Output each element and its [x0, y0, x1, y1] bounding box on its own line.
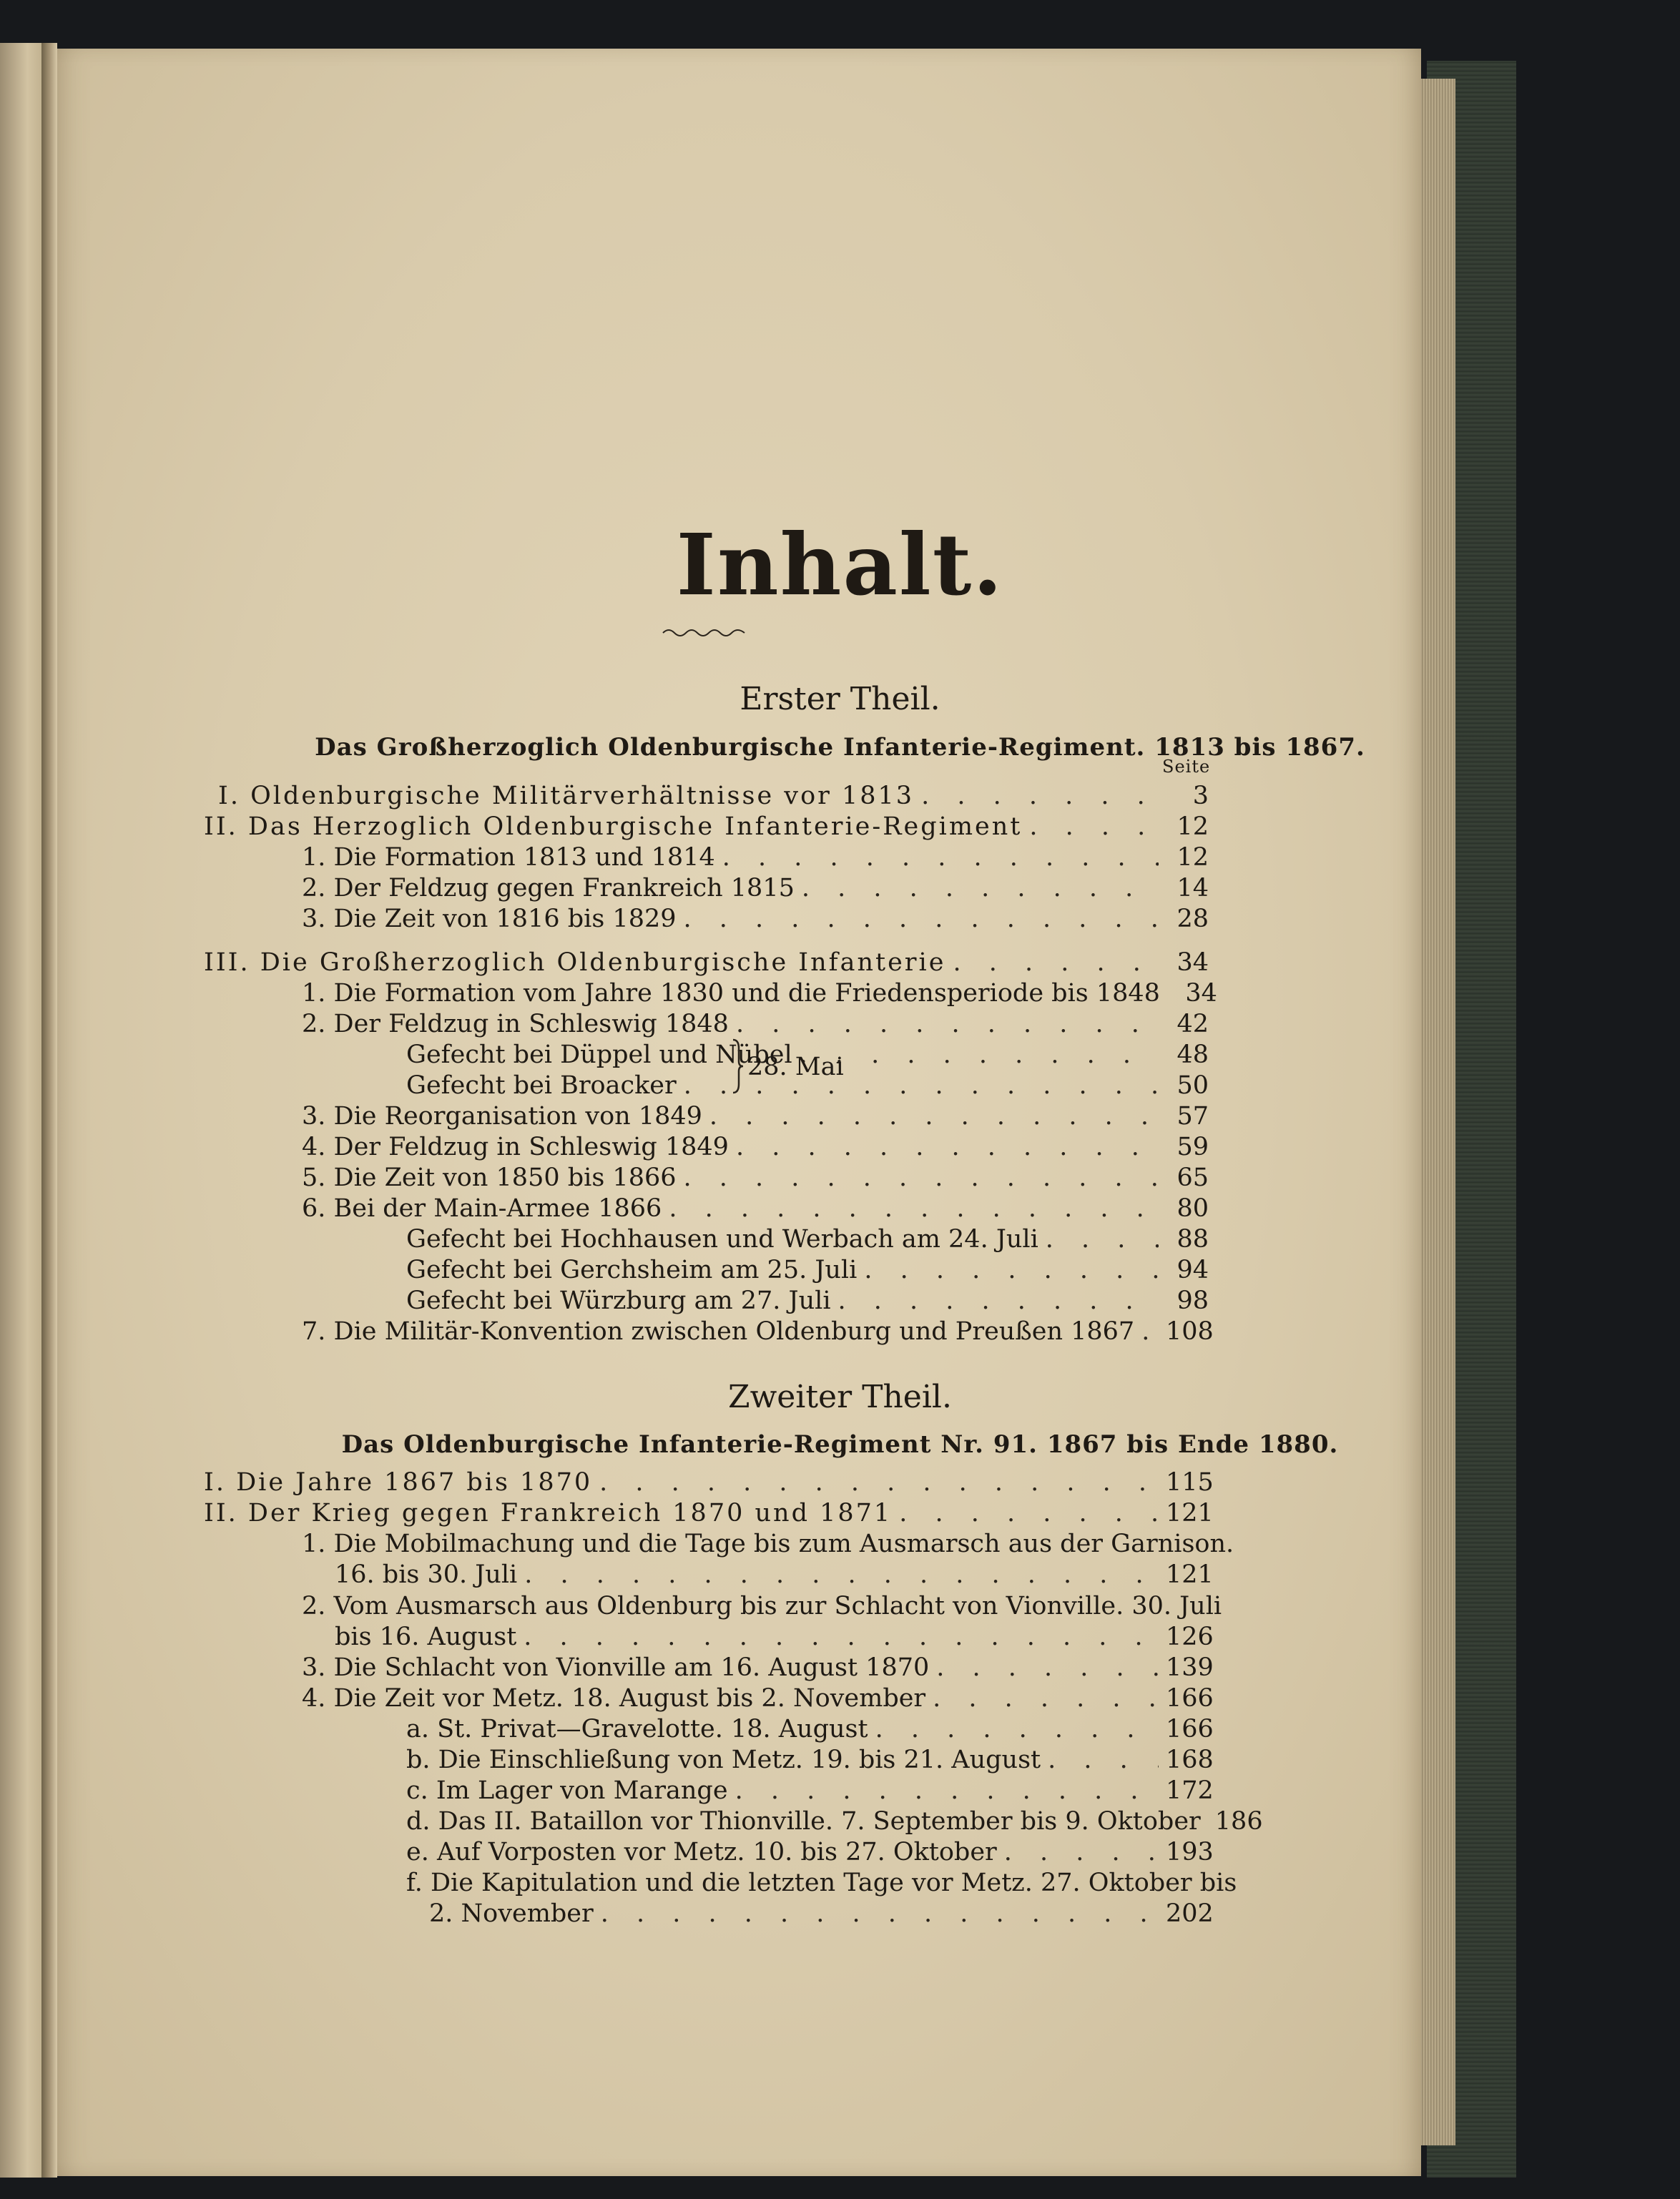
toc-entry-label: Gefecht bei Broacker: [406, 1071, 677, 1100]
toc-page-number: 193: [1166, 1838, 1214, 1866]
toc-entry-label: b. Die Einschließung von Metz. 19. bis 21. August: [406, 1746, 1041, 1774]
toc-entry-label: 4. Die Zeit vor Metz. 18. August bis 2. November: [302, 1684, 926, 1713]
toc-page-number: 57: [1177, 1102, 1209, 1131]
toc-page-number: 186: [1214, 1807, 1263, 1836]
toc-page-number: 80: [1177, 1194, 1209, 1223]
part1-heading: Erster Theil.: [740, 681, 940, 717]
toc-page-number: 3: [1192, 782, 1209, 810]
toc-page-number: 121: [1166, 1560, 1214, 1589]
brace-icon: [732, 1038, 745, 1094]
toc-entry-label: 2. Vom Ausmarsch aus Oldenburg bis zur Schlacht von Vionville. 30. Juli: [302, 1592, 1222, 1620]
toc-entry-label: Gefecht bei Hochhausen und Werbach am 24. Juli: [406, 1225, 1038, 1254]
toc-entry-label: d. Das II. Bataillon vor Thionville. 7. September bis 9. Oktober: [406, 1807, 1201, 1836]
book-gutter: [41, 43, 57, 2178]
toc-page-number: 50: [1177, 1071, 1209, 1100]
toc-entry-label: c. Im Lager von Marange: [406, 1776, 728, 1805]
right-page: [51, 49, 1421, 2176]
toc-page-number: 88: [1177, 1225, 1209, 1254]
toc-entry-label: 3. Die Zeit von 1816 bis 1829: [302, 905, 677, 933]
toc-page-number: 12: [1177, 843, 1209, 872]
toc-entry-label: Gefecht bei Düppel und Nübel: [406, 1041, 792, 1069]
toc-page-number: 12: [1177, 812, 1209, 841]
toc-entry-label: 2. November: [429, 1899, 594, 1928]
toc-entry-label: 1. Die Formation vom Jahre 1830 und die Friedensperiode bis 1848: [302, 979, 1160, 1008]
toc-entry-label: Gefecht bei Gerchsheim am 25. Juli: [406, 1256, 858, 1284]
toc-page-number: 166: [1166, 1715, 1214, 1743]
toc-entry-label: e. Auf Vorposten vor Metz. 10. bis 27. Oktober: [406, 1838, 997, 1866]
toc-entry-label: 1. Die Formation 1813 und 1814: [302, 843, 715, 872]
toc-entry-label: 3. Die Reorganisation von 1849: [302, 1102, 702, 1131]
toc-entry-label: II. Das Herzoglich Oldenburgische Infanterie-Regiment: [204, 812, 1023, 841]
toc-entry-label: Gefecht bei Würzburg am 27. Juli: [406, 1287, 831, 1315]
toc-page-number: 202: [1166, 1899, 1214, 1928]
toc-page-number: 42: [1177, 1010, 1209, 1038]
toc-entry-label: 7. Die Militär-Konvention zwischen Oldenburg und Preußen 1867: [302, 1317, 1135, 1346]
toc-entry-label: 2. Der Feldzug gegen Frankreich 1815: [302, 874, 795, 902]
toc-page-number: 94: [1177, 1256, 1209, 1284]
toc-page-number: 139: [1166, 1653, 1214, 1682]
toc-entry-label: 4. Der Feldzug in Schleswig 1849: [302, 1133, 729, 1161]
toc-entry-label: f. Die Kapitulation und die letzten Tage vor Metz. 27. Oktober bis: [406, 1869, 1237, 1897]
page-title: Inhalt.: [676, 515, 1004, 614]
title-ornament: [662, 626, 747, 640]
toc-page-number: 115: [1166, 1468, 1214, 1497]
toc-page-number: 108: [1166, 1317, 1214, 1346]
toc-page-number: 121: [1166, 1499, 1214, 1528]
toc-page-number: 34: [1177, 948, 1209, 977]
page-edges: [1420, 79, 1455, 2145]
toc-page-number: 65: [1177, 1164, 1209, 1192]
toc-page-number: 28: [1177, 905, 1209, 933]
toc-entry-label: III. Die Großherzoglich Oldenburgische Infanterie: [204, 948, 946, 977]
toc-entry-label: II. Der Krieg gegen Frankreich 1870 und 1871: [204, 1499, 893, 1528]
brace-label: 28. Mai: [747, 1053, 844, 1081]
toc-entry-label: 6. Bei der Main-Armee 1866: [302, 1194, 662, 1223]
toc-entry-label: I. Die Jahre 1867 bis 1870: [204, 1468, 593, 1497]
seite-label: Seite: [1162, 757, 1211, 777]
toc-entry-label: 2. Der Feldzug in Schleswig 1848: [302, 1010, 729, 1038]
toc-entry-label: 3. Die Schlacht von Vionville am 16. August 1870: [302, 1653, 930, 1682]
toc-page-number: 172: [1166, 1776, 1214, 1805]
part2-heading: Zweiter Theil.: [728, 1379, 952, 1415]
part2-subtitle: Das Oldenburgische Infanterie-Regiment Nr. 91. 1867 bis Ende 1880.: [341, 1430, 1339, 1459]
toc-page-number: 166: [1166, 1684, 1214, 1713]
toc-entry-label: a. St. Privat—Gravelotte. 18. August: [406, 1715, 868, 1743]
toc-page-number: 14: [1177, 874, 1209, 902]
toc-entry-label: 5. Die Zeit von 1850 bis 1866: [302, 1164, 677, 1192]
toc-page-number: 98: [1177, 1287, 1209, 1315]
toc-page-number: 34: [1185, 979, 1217, 1008]
toc-entry-label: bis 16. August: [335, 1623, 517, 1651]
part1-subtitle: Das Großherzoglich Oldenburgische Infanterie-Regiment. 1813 bis 1867.: [315, 733, 1365, 762]
toc-page-number: 126: [1166, 1623, 1214, 1651]
toc-page-number: 59: [1177, 1133, 1209, 1161]
toc-page-number: 48: [1177, 1041, 1209, 1069]
toc-entry-label: I. Oldenburgische Militärverhältnisse vor 1813: [218, 782, 915, 810]
toc-page-number: 168: [1166, 1746, 1214, 1774]
toc-entry-label: 1. Die Mobilmachung und die Tage bis zum Ausmarsch aus der Garnison.: [302, 1530, 1234, 1558]
toc-entry-label: 16. bis 30. Juli: [335, 1560, 518, 1589]
